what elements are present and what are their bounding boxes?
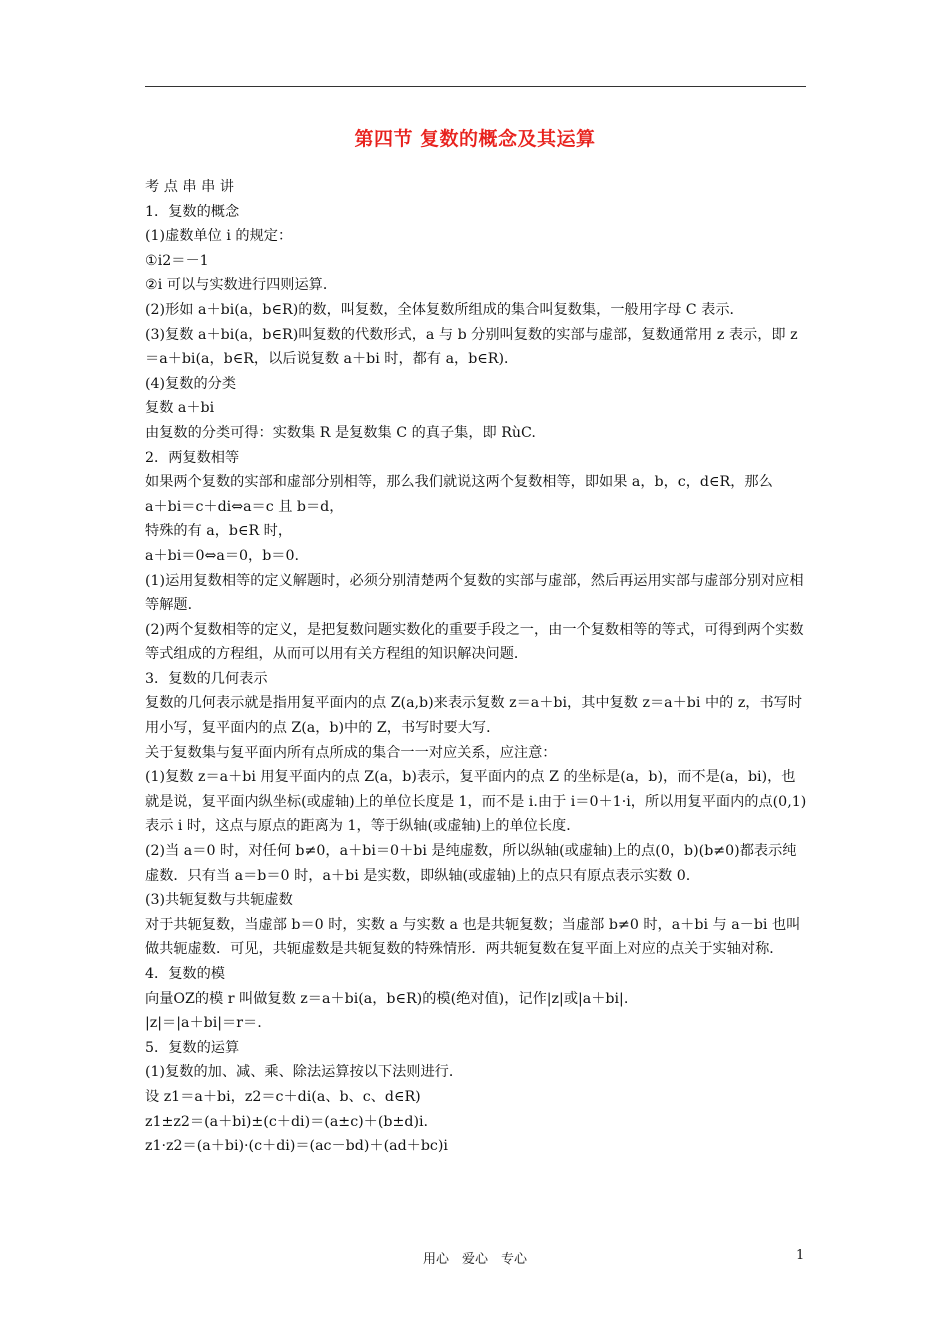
text-line: z1·z2＝(a＋bi)·(c＋di)＝(ac－bd)＋(ad＋bc)i: [145, 1138, 448, 1155]
text-line: z1±z2＝(a＋bi)±(c＋di)＝(a±c)＋(b±d)i.: [145, 1113, 429, 1130]
text-line: 设 z1＝a＋bi，z2＝c＋di(a、b、c、d∈R): [145, 1088, 421, 1105]
text-line: a＋bi＝c＋di⇔a＝c 且 b＝d，: [145, 498, 344, 515]
text-line: a＋bi＝0⇔a＝0，b＝0.: [145, 547, 300, 564]
text-line: 2．两复数相等: [145, 449, 240, 466]
text-line: ①i2＝－1: [145, 252, 209, 269]
text-line: 向量OZ的模 r 叫做复数 z＝a＋bi(a，b∈R)的模(绝对值)，记作|z|或|a＋bi|.: [145, 990, 629, 1007]
text-line: 由复数的分类可得：实数集 R 是复数集 C 的真子集，即 RùC.: [145, 424, 536, 441]
page-number: 1: [796, 1248, 805, 1263]
text-line: 复数的几何表示就是指用复平面内的点 Z(a,b)来表示复数 z＝a＋bi，其中复数 z＝a＋bi 中的 z，书写时用小写，复平面内的点 Z(a，b)中的 Z，书写时要大写．: [145, 695, 803, 737]
text-line: (1)复数的加、减、乘、除法运算按以下法则进行．: [145, 1064, 464, 1081]
text-line: (1)虚数单位 i 的规定：: [145, 228, 293, 245]
text-line: 特殊的有 a，b∈R 时，: [145, 523, 293, 540]
text-line: 5．复数的运算: [145, 1039, 240, 1056]
text-line: (2)形如 a＋bi(a，b∈R)的数，叫复数，全体复数所组成的集合叫复数集，一般用字母 C 表示．: [145, 301, 744, 318]
header-rule: [145, 86, 806, 87]
text-line: |z|＝|a＋bi|＝r＝.: [145, 1015, 262, 1032]
text-line: 1．复数的概念: [145, 203, 240, 220]
text-line: (3)复数 a＋bi(a，b∈R)叫复数的代数形式，a 与 b 分别叫复数的实部与虚部，复数通常用 z 表示，即 z＝a＋bi(a，b∈R，以后说复数 a＋bi 时，都有 a，b∈R)．: [145, 326, 798, 368]
text-line: 对于共轭复数，当虚部 b＝0 时，实数 a 与实数 a 也是共轭复数；当虚部 b≠0 时，a＋bi 与 a－bi 也叫做共轭虚数．可见，共轭虚数是共轭复数的特殊情形．两共轭复数在复平面上对应的点关于实轴对称．: [145, 916, 801, 958]
text-line: 关于复数集与复平面内所有点所成的集合一一对应关系，应注意：: [145, 744, 557, 761]
text-line: 3．复数的几何表示: [145, 670, 268, 687]
document-body: [145, 175, 807, 1159]
text-line: 4．复数的模: [145, 966, 225, 982]
text-line: (1)运用复数相等的定义解题时，必须分别清楚两个复数的实部与虚部，然后再运用实部与虚部分别对应相等解题．: [145, 572, 804, 614]
text-line: (1)复数 z＝a＋bi 用复平面内的点 Z(a，b)表示，复平面内的点 Z 的坐标是(a，b)，而不是(a，bi)，也就是说，复平面内纵坐标(或虚轴)上的单位长度是 1，而不是 i.由于 i＝0＋1·i，所以用复平面内的点(0,1)表示 i 时，这点与原点的距离为 1，等于纵轴(或虚轴)上的单位长度．: [145, 769, 807, 835]
text-line: (2)当 a＝0 时，对任何 b≠0，a＋bi＝0＋bi 是纯虚数，所以纵轴(或虚轴)上的点(0，b)(b≠0)都表示纯虚数．只有当 a＝b＝0 时，a＋bi 是实数，即纵轴(或虚轴)上的点只有原点表示实数 0.: [145, 843, 797, 884]
text-line: 考 点 串 串 讲: [145, 179, 234, 195]
text-line: (4)复数的分类: [145, 375, 237, 392]
footer-slogan: 用心 爱心 专心: [422, 1252, 527, 1267]
text-line: 如果两个复数的实部和虚部分别相等，那么我们就说这两个复数相等，即如果 a，b，c，d∈R，那么: [145, 474, 773, 491]
text-line: (2)两个复数相等的定义，是把复数问题实数化的重要手段之一，由一个复数相等的等式，可得到两个实数等式组成的方程组，从而可以用有关方程组的知识解决问题．: [145, 621, 804, 663]
text-line: ②i 可以与实数进行四则运算．: [145, 277, 338, 294]
text-line: (3)共轭复数与共轭虚数: [145, 892, 293, 909]
page-title: 第四节 复数的概念及其运算: [354, 128, 596, 150]
text-line: 复数 a＋bi: [145, 400, 215, 417]
